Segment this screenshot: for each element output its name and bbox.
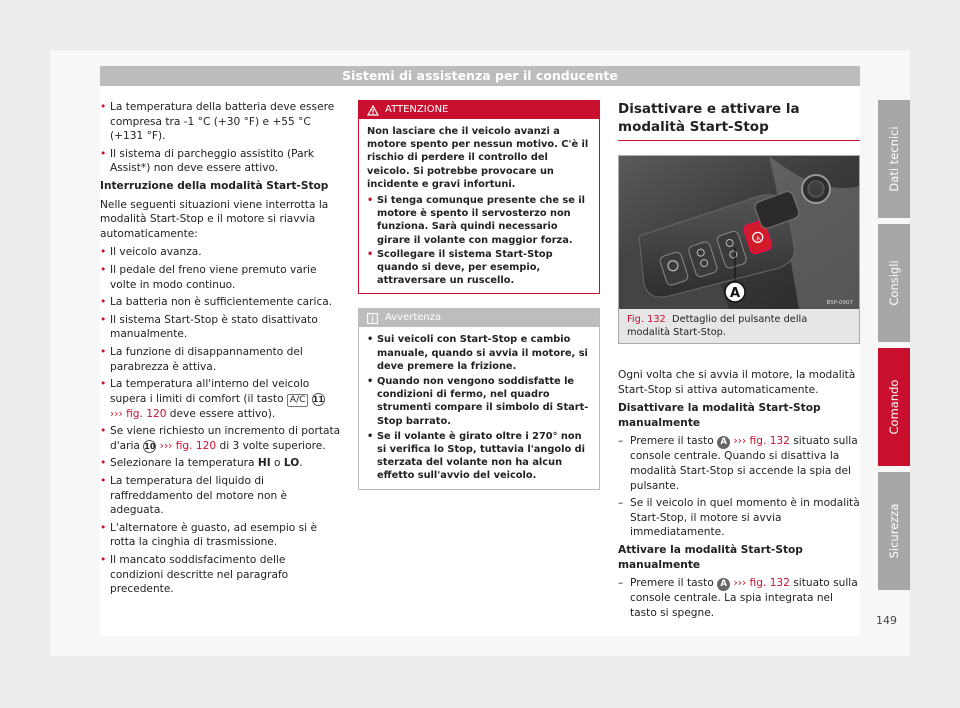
list-item: • Quando non vengono soddisfatte le condizioni di fermo, nel quadro strumenti compare il simbolo di Start-Stop barrato. <box>367 376 589 427</box>
paragraph: Ogni volta che si avvia il motore, la modalità Start-Stop si attiva automaticamente. <box>618 369 856 396</box>
figure-132 <box>618 155 860 344</box>
fig-120-link[interactable]: ››› fig. 120 <box>110 407 167 420</box>
tab-dati-tecnici[interactable]: Dati tecnici <box>878 100 910 218</box>
start-stop-console-illustration <box>619 156 859 309</box>
list-item: • La batteria non è sufficientemente carica. <box>100 296 333 309</box>
callout-11-icon: 11 <box>312 394 324 404</box>
list-item: • Si tenga comunque presente che se il motore è spento il servosterzo non funziona. Sarà quindi necessario girare il volante con maggior forza. <box>367 195 586 246</box>
section-heading: Disattivare la modalità Start-Stop manualmente <box>618 402 821 429</box>
list-item: • Sui veicoli con Start-Stop e cambio manuale, quando si avvia il motore, si deve premere la frizione. <box>367 334 588 372</box>
list-item: • Il pedale del freno viene premuto varie volte in modo continuo. <box>100 263 317 291</box>
list-item: • Se viene richiesto un incremento di portata d'aria 10 ››› fig. 120 di 3 volte superiore. <box>100 425 341 452</box>
page-number: 149 <box>876 614 897 627</box>
svg-text:B5P-0907: B5P-0907 <box>826 300 853 306</box>
column-right <box>618 100 860 623</box>
list-item: • La temperatura del liquido di raffreddamento del motore non è adeguata. <box>100 475 288 517</box>
page-content <box>100 86 860 636</box>
note-box <box>358 308 600 489</box>
section-heading: Attivare la modalità Start-Stop manualmente <box>618 543 803 571</box>
ac-key-icon: A/C <box>287 394 308 407</box>
info-icon <box>367 313 378 324</box>
column-middle <box>358 100 600 490</box>
list-item: – Premere il tasto A ››› fig. 132 situato sulla console centrale. La spia integrata nel tasto si spegne. <box>618 577 858 619</box>
tab-consigli[interactable]: Consigli <box>878 224 910 342</box>
list-item: • Scollegare il sistema Start-Stop quando si deve, per esempio, attraversare un ruscello. <box>367 248 553 287</box>
list-item: • La temperatura all'interno del veicolo supera i limiti di comfort (il tasto A/C 11 ››› fig. 120 deve essere attivo). <box>100 378 324 420</box>
list-item: • Il sistema di parcheggio assistito (Park Assist*) non deve essere attivo. <box>100 147 315 175</box>
warning-header: ATTENZIONE <box>359 101 599 119</box>
list-item: – Premere il tasto A ››› fig. 132 situato sulla console centrale. Quando si disattiva la modalità Start-Stop si accende la spia del pulsante. <box>618 435 858 492</box>
list-item: • Il veicolo avanza. <box>100 246 202 259</box>
paragraph: Nelle seguenti situazioni viene interrotta la modalità Start-Stop e il motore si riavvia automaticamente: <box>100 198 329 240</box>
list-item: • La temperatura della batteria deve essere compresa tra -1 °C (+30 °F) e +55 °C (+131 °F). <box>100 101 335 143</box>
figure-caption: Fig. 132 Dettaglio del pulsante della modalità Start-Stop. <box>619 309 859 343</box>
svg-text:A: A <box>755 234 762 243</box>
list-item: • L'alternatore è guasto, ad esempio si è rotta la cinghia di trasmissione. <box>100 521 317 549</box>
list-item: • Se il volante è girato oltre i 270° non si verifica lo Stop, tuttavia l'angolo di sterzata del volante non ha alcun effetto sull'avvio del veicolo. <box>367 430 585 482</box>
list-item: – Se il veicolo in quel momento è in modalità Start-Stop, il motore si avvia immediatamente. <box>618 497 860 539</box>
button-a-icon: A <box>717 578 730 591</box>
fig-132-link[interactable]: ››› fig. 132 <box>733 435 790 448</box>
section-heading: Interruzione della modalità Start-Stop <box>100 179 329 192</box>
list-item: • Selezionare la temperatura HI o LO. <box>100 457 303 470</box>
fig-132-link[interactable]: ››› fig. 132 <box>733 577 790 590</box>
warning-body: Non lasciare che il veicolo avanzi a motore spento per nessun motivo. C'è il rischio di perdere il controllo del veicolo. Si potrebbe provocare un incidente e gravi infortuni. • Si tenga comunque presente che se il motore è spento il servosterzo non funziona. Sarà quindi necessario girare il volante con maggior forza. • Scollegare il sistema Start-Stop quando si deve, per esempio, attraversare un ruscello. <box>359 119 599 293</box>
list-item: • Il mancato soddisfacimento delle condizioni descritte nel paragrafo precedente. <box>100 554 289 596</box>
warning-triangle-icon <box>367 105 379 116</box>
note-body <box>359 327 599 488</box>
list-item: • La funzione di disappannamento del parabrezza è attiva. <box>100 345 303 373</box>
figure-image <box>619 156 859 309</box>
tab-sicurezza[interactable]: Sicurezza <box>878 472 910 590</box>
page-header: Sistemi di assistenza per il conducente <box>100 66 860 86</box>
column-left <box>100 100 342 600</box>
svg-text:A: A <box>729 286 741 301</box>
note-header: Avvertenza <box>359 309 599 327</box>
fig-120-link[interactable]: ››› fig. 120 <box>159 439 217 452</box>
callout-10-icon: 10 <box>144 441 156 451</box>
tab-comando[interactable]: Comando <box>878 348 910 466</box>
section-title: Disattivare e attivare la modalità Start-Stop <box>618 100 860 141</box>
warning-box <box>358 100 600 294</box>
list-item: • Il sistema Start-Stop è stato disattivato manualmente. <box>100 313 318 341</box>
button-a-icon: A <box>717 436 730 449</box>
